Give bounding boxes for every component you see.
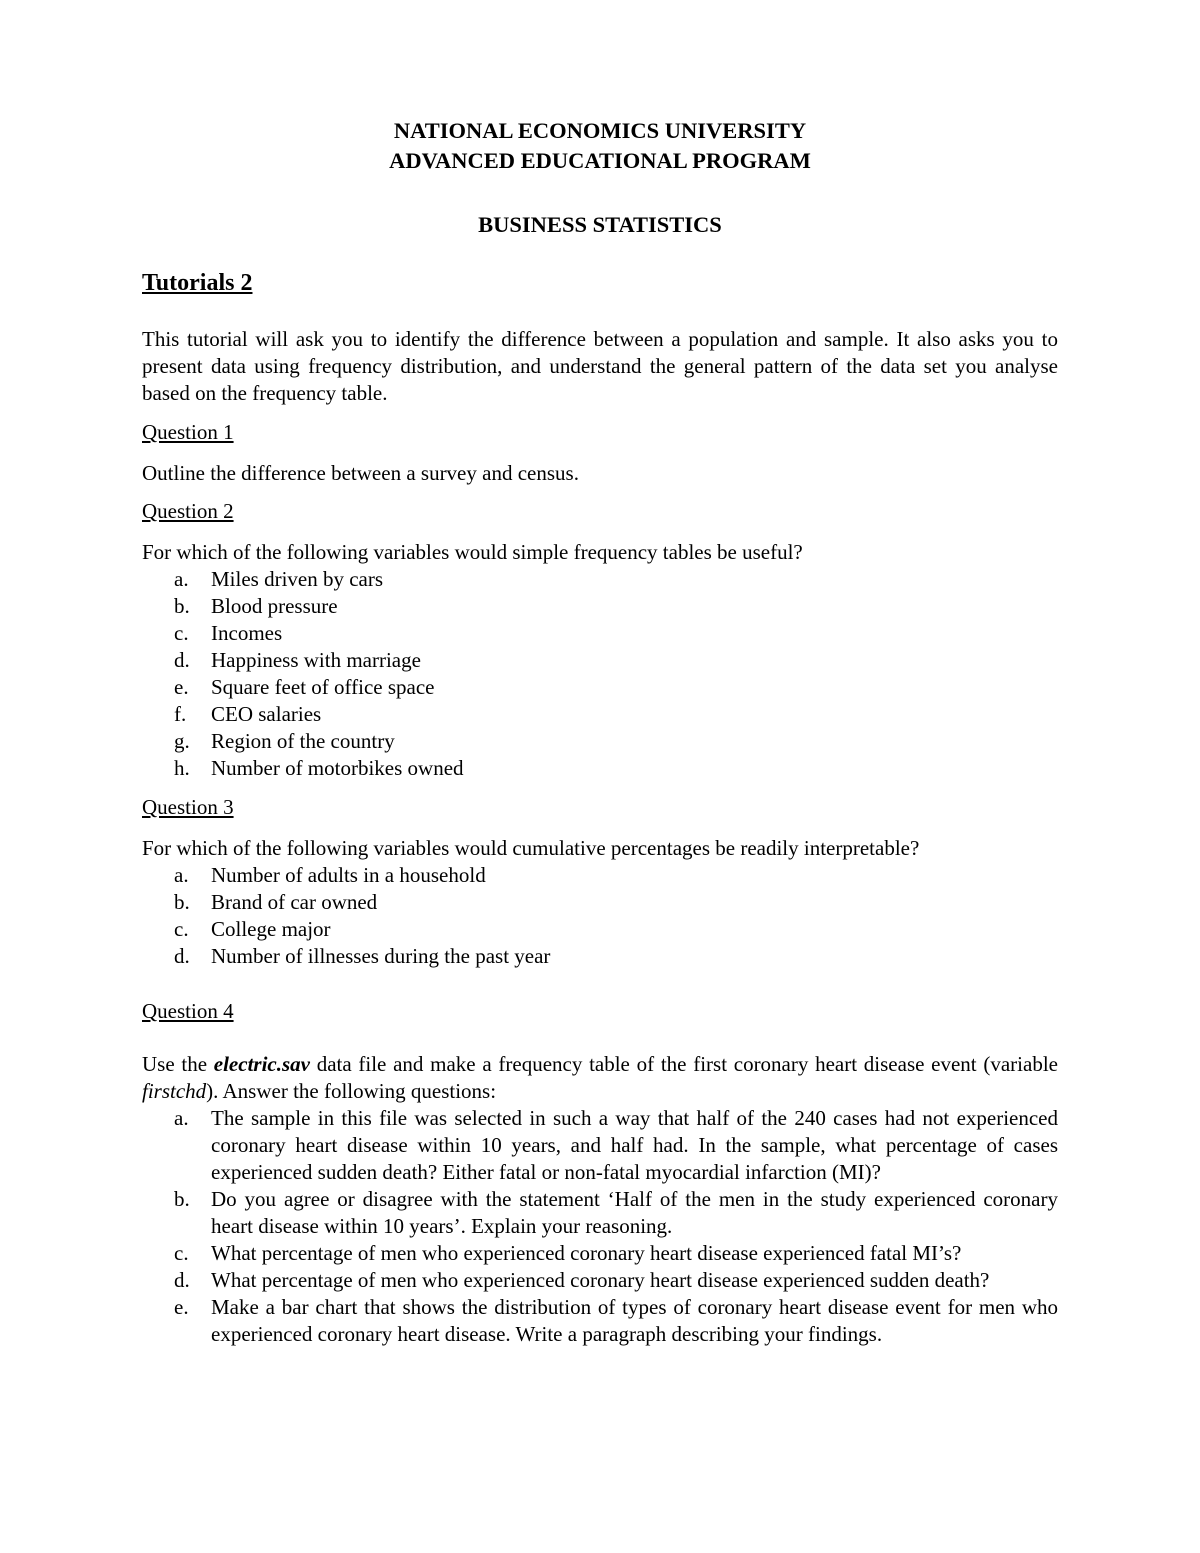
list-item xyxy=(174,593,1058,620)
university-name: NATIONAL ECONOMICS UNIVERSITY xyxy=(393,118,807,143)
program-name: ADVANCED EDUCATIONAL PROGRAM xyxy=(389,148,811,173)
item-marker: a. xyxy=(174,863,189,887)
data-file-name: electric.sav xyxy=(213,1052,310,1076)
q4-text-part: data file and make a frequency table of the first coronary heart disease event (variable xyxy=(309,1052,1058,1076)
item-marker: c. xyxy=(174,621,189,645)
item-marker: e. xyxy=(174,675,189,699)
item-marker: d. xyxy=(174,648,190,672)
item-text: What percentage of men who experienced coronary heart disease experienced sudden death? xyxy=(211,1268,990,1292)
item-text: College major xyxy=(211,917,331,941)
list-item xyxy=(174,728,1058,755)
variable-name: firstchd xyxy=(142,1079,207,1103)
item-text: Number of adults in a household xyxy=(211,863,486,887)
list-item xyxy=(174,755,1058,782)
list-item xyxy=(174,674,1058,701)
item-marker: c. xyxy=(174,917,189,941)
item-text: Make a bar chart that shows the distribution of types of coronary heart disease event for men who experienced coronary heart disease. Write a paragraph describing your findings. xyxy=(211,1295,1058,1346)
item-marker: b. xyxy=(174,1187,190,1211)
tutorial-title: Tutorials 2 xyxy=(142,270,253,296)
list-item xyxy=(174,862,1058,889)
question-1-text: Outline the difference between a survey and census. xyxy=(142,461,579,485)
question-2-text: For which of the following variables would simple frequency tables be useful? xyxy=(142,540,803,564)
item-text: Happiness with marriage xyxy=(211,648,421,672)
list-item xyxy=(174,566,1058,593)
question-4-heading: Question 4 xyxy=(142,999,234,1023)
item-text: Miles driven by cars xyxy=(211,567,384,591)
list-item xyxy=(174,647,1058,674)
list-item xyxy=(174,1267,1058,1294)
question-4-text xyxy=(142,1051,1058,1105)
item-marker: e. xyxy=(174,1295,189,1319)
list-item xyxy=(174,1105,1058,1186)
item-marker: b. xyxy=(174,594,190,618)
item-marker: a. xyxy=(174,567,189,591)
item-text: What percentage of men who experienced coronary heart disease experienced fatal MI’s? xyxy=(211,1241,962,1265)
intro-paragraph: This tutorial will ask you to identify the difference between a population and sample. It also asks you to present data using frequency distribution, and understand the general pattern of the data set you analyse based on the frequency table. xyxy=(142,327,1058,405)
list-item xyxy=(174,889,1058,916)
question-1-heading: Question 1 xyxy=(142,420,234,444)
list-item xyxy=(174,1240,1058,1267)
item-marker: g. xyxy=(174,729,190,753)
item-marker: d. xyxy=(174,1268,190,1292)
item-text: The sample in this file was selected in such a way that half of the 240 cases had not experienced coronary heart disease within 10 years, and half had. In the sample, what percentage of cases experienced sudden death? Either fatal or non-fatal myocardial infarction (MI)? xyxy=(211,1106,1058,1184)
course-title: BUSINESS STATISTICS xyxy=(478,212,722,237)
list-item xyxy=(174,620,1058,647)
list-item xyxy=(174,916,1058,943)
item-text: CEO salaries xyxy=(211,702,322,726)
item-marker: f. xyxy=(174,702,187,726)
q4-text-part: Use the xyxy=(142,1052,214,1076)
question-2-heading: Question 2 xyxy=(142,499,234,523)
q4-text-part: ). Answer the following questions: xyxy=(206,1079,497,1103)
item-text: Brand of car owned xyxy=(211,890,378,914)
list-item xyxy=(174,943,1058,970)
question-3-text: For which of the following variables would cumulative percentages be readily interpretable? xyxy=(142,836,920,860)
item-text: Incomes xyxy=(211,621,283,645)
question-2-options xyxy=(174,566,1058,782)
list-item xyxy=(174,701,1058,728)
question-3-options xyxy=(174,862,1058,970)
item-marker: a. xyxy=(174,1106,189,1130)
list-item xyxy=(174,1186,1058,1240)
item-marker: d. xyxy=(174,944,190,968)
item-text: Number of motorbikes owned xyxy=(211,756,464,780)
item-text: Region of the country xyxy=(211,729,395,753)
item-text: Number of illnesses during the past year xyxy=(211,944,551,968)
list-item xyxy=(174,1294,1058,1348)
item-text: Blood pressure xyxy=(211,594,338,618)
item-marker: b. xyxy=(174,890,190,914)
question-4-subquestions xyxy=(174,1105,1058,1348)
item-marker: c. xyxy=(174,1241,189,1265)
question-3-heading: Question 3 xyxy=(142,795,234,819)
item-text: Do you agree or disagree with the statement ‘Half of the men in the study experienced coronary heart disease within 10 years’. Explain your reasoning. xyxy=(211,1187,1058,1238)
item-marker: h. xyxy=(174,756,190,780)
item-text: Square feet of office space xyxy=(211,675,435,699)
